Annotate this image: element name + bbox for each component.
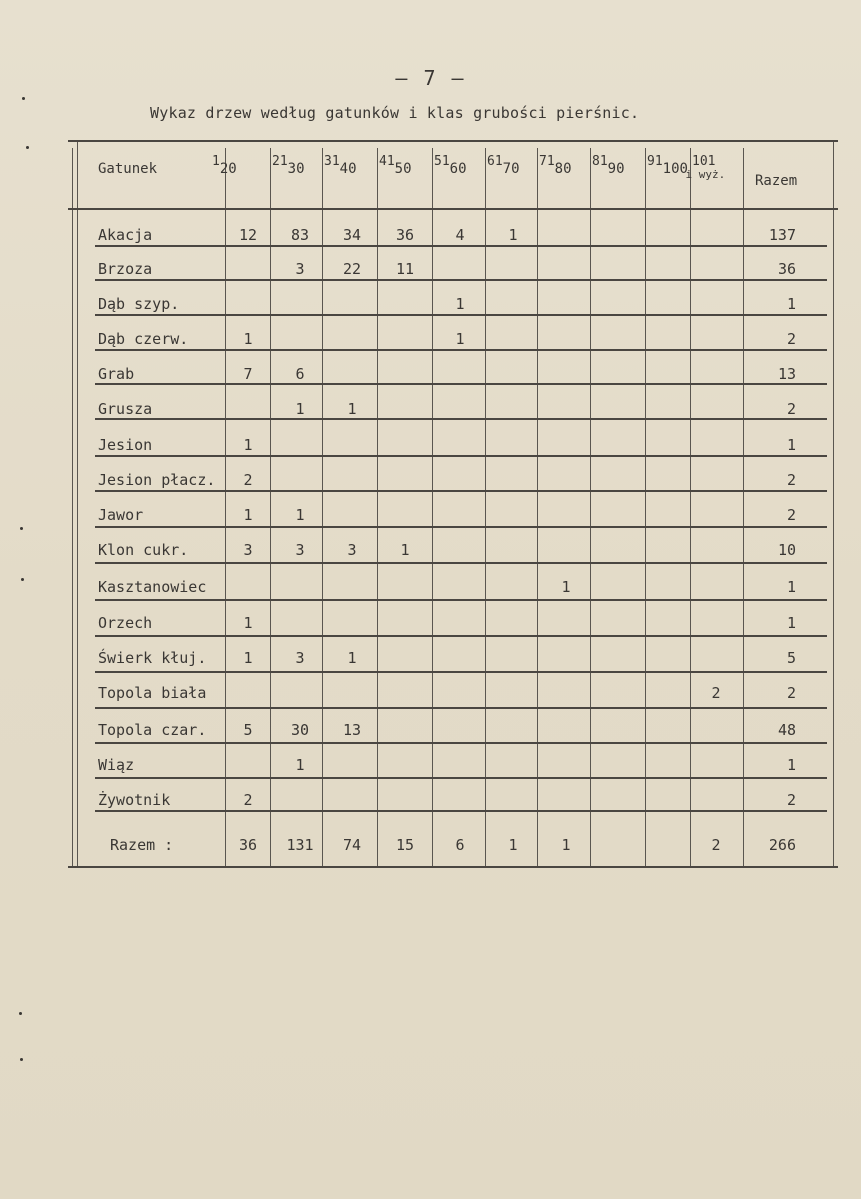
table-cell: 30: [290, 721, 310, 739]
row-total: 1: [786, 295, 796, 313]
row-rule: [95, 777, 827, 779]
table-cell: 1: [243, 330, 253, 348]
class-to: 60: [449, 161, 467, 177]
header-class: [379, 154, 412, 177]
row-rule: [95, 418, 827, 420]
row-rule: [95, 490, 827, 492]
table-cell: 12: [238, 226, 258, 244]
table-cell: 2: [243, 471, 253, 489]
row-total: 137: [768, 226, 796, 244]
table-cell: 36: [395, 226, 415, 244]
totals-cell: 2: [711, 836, 721, 854]
row-total: 13: [777, 365, 796, 383]
row-total: 2: [786, 471, 796, 489]
header-class: [434, 154, 467, 177]
table-cell: 34: [342, 226, 362, 244]
class-from: 1: [212, 154, 220, 169]
table-cell: 1: [455, 295, 465, 313]
header-class: [212, 154, 237, 177]
species-name: Wiąz: [98, 756, 135, 774]
column-rule: [377, 148, 378, 866]
table-cell: 1: [243, 436, 253, 454]
table-cell: 1: [561, 578, 571, 596]
table-cell: 2: [711, 684, 721, 702]
species-name: Akacja: [98, 226, 153, 244]
punch-mark: [26, 146, 29, 149]
species-name: Orzech: [98, 614, 153, 632]
table-cell: 83: [290, 226, 310, 244]
table-cell: 3: [243, 541, 253, 559]
page-title: Wykaz drzew według gatunków i klas grubości pierśnic.: [150, 104, 640, 122]
species-name: Dąb czerw.: [98, 330, 189, 348]
table-cell: 1: [400, 541, 410, 559]
page-number: — 7 —: [395, 66, 466, 90]
row-total: 2: [786, 506, 796, 524]
column-rule: [432, 148, 433, 866]
header-class: [685, 154, 726, 181]
row-total: 1: [786, 436, 796, 454]
class-from: 91: [647, 154, 663, 169]
class-from: 61: [487, 154, 503, 169]
column-rule: [645, 148, 646, 866]
class-to: 70: [502, 161, 520, 177]
species-name: Jawor: [98, 506, 144, 524]
table-bottom-rule: [68, 866, 838, 868]
table-cell: 5: [243, 721, 253, 739]
column-rule: [485, 148, 486, 866]
table-cell: 1: [295, 400, 305, 418]
class-from: 41: [379, 154, 395, 169]
species-name: Klon cukr.: [98, 541, 189, 559]
table-cell: 7: [243, 365, 253, 383]
row-rule: [95, 707, 827, 709]
totals-cell: 74: [342, 836, 362, 854]
totals-cell: 1: [561, 836, 571, 854]
row-total: 48: [777, 721, 796, 739]
column-rule: [690, 148, 691, 866]
column-rule: [270, 148, 271, 866]
table-cell: 1: [295, 506, 305, 524]
class-to: 90: [607, 161, 625, 177]
punch-mark: [21, 578, 24, 581]
column-rule: [72, 148, 73, 866]
row-rule: [95, 314, 827, 316]
table-cell: 1: [243, 614, 253, 632]
row-total: 5: [786, 649, 796, 667]
row-rule: [95, 383, 827, 385]
totals-cell: 15: [395, 836, 415, 854]
punch-mark: [19, 1012, 22, 1015]
totals-cell: 131: [286, 836, 314, 854]
table-cell: 1: [347, 400, 357, 418]
table-cell: 22: [342, 260, 362, 278]
species-name: Jesion płacz.: [98, 471, 216, 489]
row-total: 2: [786, 400, 796, 418]
header-total: Razem: [755, 173, 798, 189]
header-bottom-rule: [68, 208, 838, 210]
row-total: 1: [786, 614, 796, 632]
class-to: 40: [339, 161, 357, 177]
table-cell: 1: [508, 226, 518, 244]
row-rule: [95, 671, 827, 673]
class-to: 50: [394, 161, 412, 177]
row-rule: [95, 635, 827, 637]
totals-cell: 1: [508, 836, 518, 854]
row-rule: [95, 455, 827, 457]
class-to: 20: [219, 161, 237, 177]
class-to: 30: [287, 161, 305, 177]
species-name: Kasztanowiec: [98, 578, 207, 596]
row-total: 10: [777, 541, 796, 559]
column-rule: [322, 148, 323, 866]
species-name: Jesion: [98, 436, 153, 454]
species-name: Dąb szyp.: [98, 295, 180, 313]
row-total: 2: [786, 330, 796, 348]
row-rule: [95, 526, 827, 528]
table-cell: 3: [295, 260, 305, 278]
column-rule: [77, 140, 78, 866]
column-rule: [537, 148, 538, 866]
row-rule: [95, 742, 827, 744]
table-cell: 1: [455, 330, 465, 348]
table-cell: 13: [342, 721, 362, 739]
species-name: Grab: [98, 365, 135, 383]
species-name: Topola czar.: [98, 721, 207, 739]
table-cell: 3: [295, 649, 305, 667]
punch-mark: [22, 97, 25, 100]
row-total: 1: [786, 578, 796, 596]
column-rule: [225, 148, 226, 866]
row-rule: [95, 279, 827, 281]
table-top-rule: [68, 140, 838, 142]
header-class: [647, 154, 688, 177]
column-rule: [743, 148, 744, 866]
punch-mark: [20, 1058, 23, 1061]
table-cell: 4: [455, 226, 465, 244]
table-cell: 11: [395, 260, 415, 278]
header-class: [487, 154, 520, 177]
table-cell: 1: [295, 756, 305, 774]
table-cell: 6: [295, 365, 305, 383]
row-rule: [95, 599, 827, 601]
class-from: 31: [324, 154, 340, 169]
header-class: [324, 154, 357, 177]
species-name: Grusza: [98, 400, 153, 418]
column-rule: [833, 140, 834, 866]
table-cell: 2: [243, 791, 253, 809]
row-rule: [95, 245, 827, 247]
class-from: 81: [592, 154, 608, 169]
class-to: i wyż.: [685, 168, 726, 181]
table-cell: 1: [243, 649, 253, 667]
row-total: 36: [777, 260, 796, 278]
row-total: 2: [786, 791, 796, 809]
class-to: 80: [554, 161, 572, 177]
punch-mark: [20, 527, 23, 530]
row-rule: [95, 810, 827, 812]
row-total: 2: [786, 684, 796, 702]
column-rule: [590, 148, 591, 866]
table-cell: 1: [243, 506, 253, 524]
header-class: [592, 154, 625, 177]
species-name: Brzoza: [98, 260, 153, 278]
header-species: Gatunek: [98, 161, 158, 177]
row-rule: [95, 562, 827, 564]
species-name: Topola biała: [98, 684, 207, 702]
class-from: 71: [539, 154, 555, 169]
row-total: 1: [786, 756, 796, 774]
row-rule: [95, 349, 827, 351]
table-cell: 1: [347, 649, 357, 667]
totals-cell: 6: [455, 836, 465, 854]
totals-label: Razem :: [110, 836, 174, 854]
class-from: 101: [692, 154, 716, 169]
class-to: 100: [662, 161, 688, 177]
totals-cell: 36: [238, 836, 258, 854]
header-class: [272, 154, 305, 177]
class-from: 51: [434, 154, 450, 169]
header-class: [539, 154, 572, 177]
class-from: 21: [272, 154, 288, 169]
grand-total: 266: [768, 836, 796, 854]
table-cell: 3: [295, 541, 305, 559]
species-name: Świerk kłuj.: [98, 649, 207, 667]
species-name: Żywotnik: [98, 791, 171, 809]
table-cell: 3: [347, 541, 357, 559]
